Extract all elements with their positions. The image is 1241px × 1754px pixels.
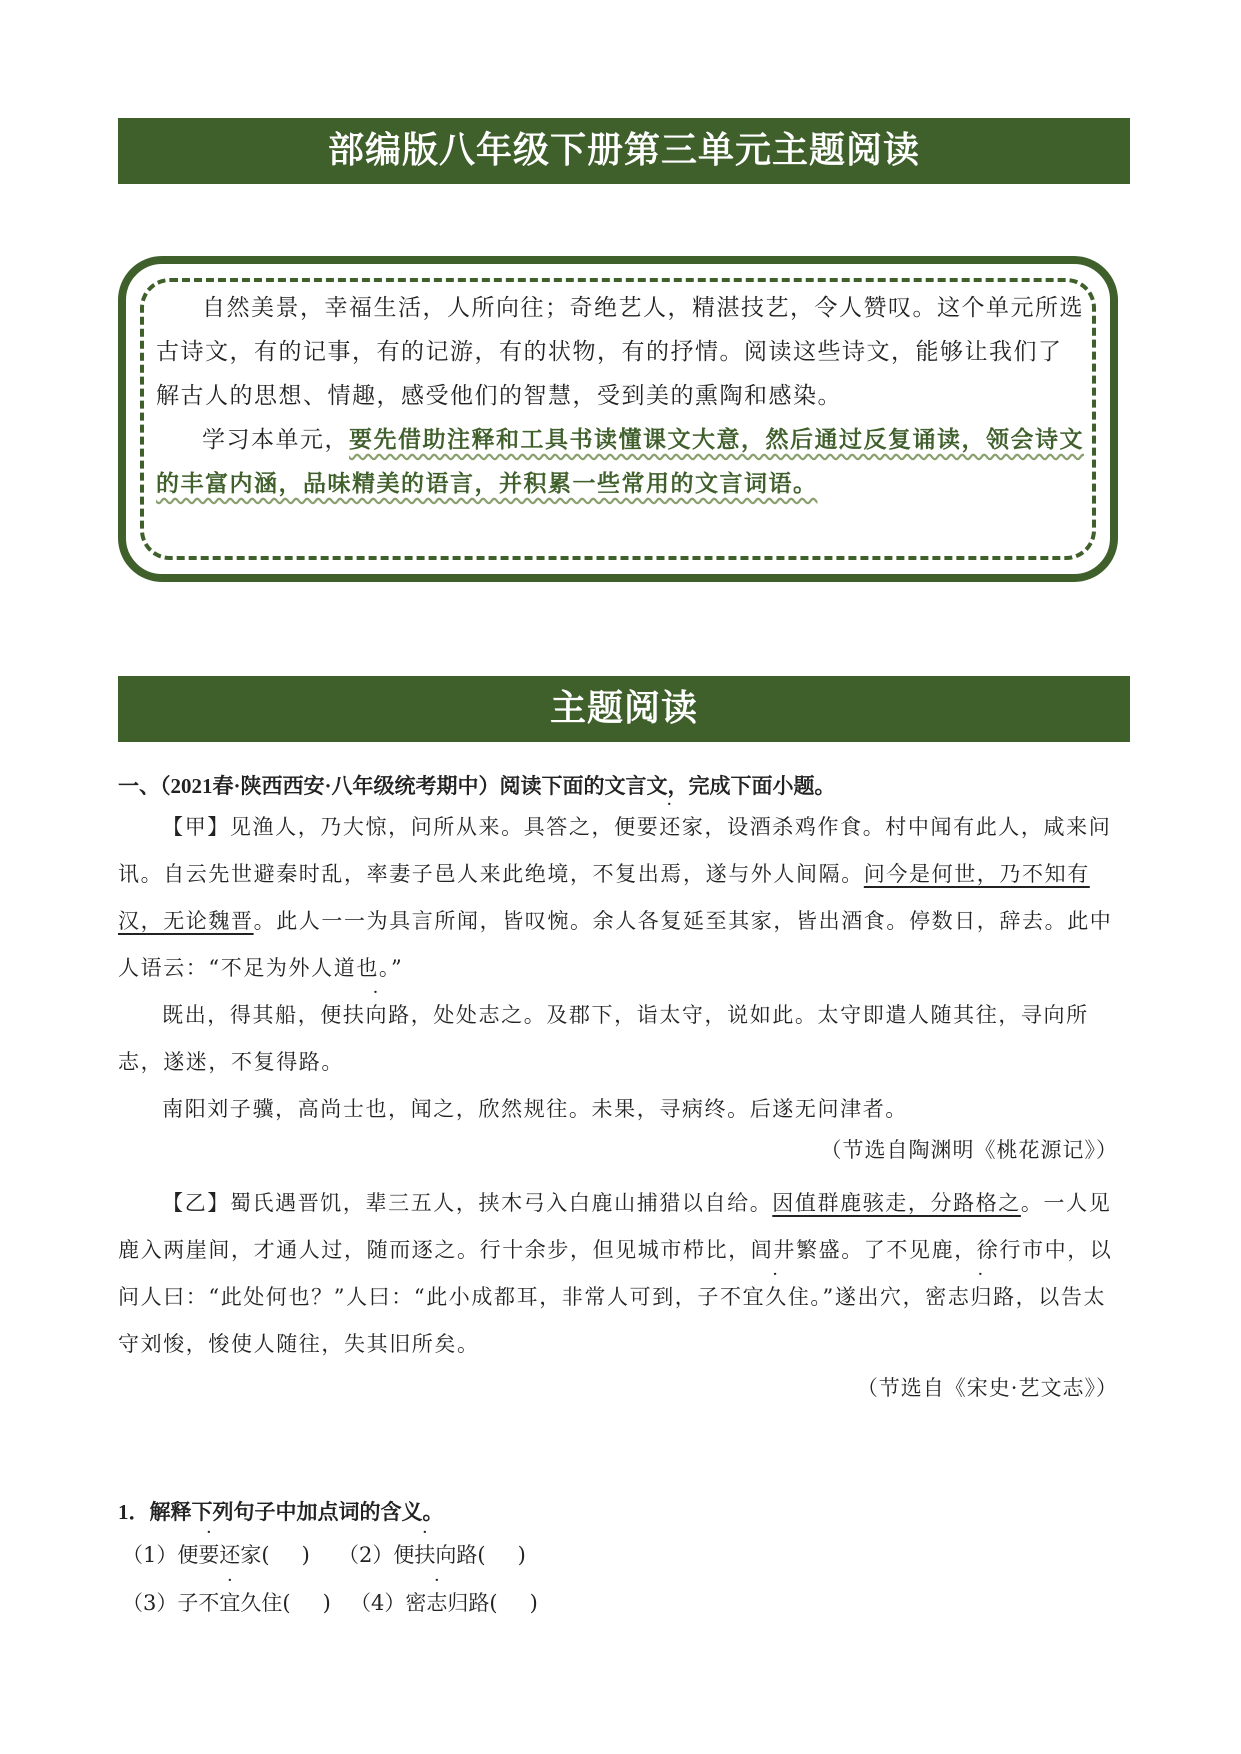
- jia-p1-b: 还家，设酒杀鸡作食。村中闻有此人，咸来问讯。自云先世避秦时乱，率妻子邑人来此绝境，不复出焉，遂与外人间隔。: [118, 815, 1112, 886]
- jia-p1-c: 。此人一一为具言所闻，皆叹惋。余人各复延至其家，皆出酒食。停数日，辞去。此中人语云：“不足为外人道也。”: [118, 909, 1113, 980]
- yi-c: 久住。”遂出穴，密: [765, 1285, 948, 1309]
- passage-jia: [118, 804, 1120, 1133]
- yi-d: 归路，以告太守刘悛，悛使人随往，失其旧所矣。: [118, 1285, 1107, 1356]
- dotted-word: 扶: [414, 1543, 436, 1567]
- section-title: 主题阅读: [549, 688, 698, 729]
- sub-question-number: （3）: [122, 1591, 178, 1615]
- jia-paragraph-2: [118, 992, 1120, 1086]
- jia-p2-a: 既出，得其船，便: [162, 1003, 343, 1027]
- passage-yi: [118, 1180, 1120, 1368]
- jia-source: （节选自陶渊明《桃花源记》）: [820, 1138, 1118, 1162]
- yi-paragraph: [118, 1180, 1120, 1368]
- close-paren: ): [322, 1591, 331, 1615]
- sub-question-text: 归路(: [447, 1591, 498, 1615]
- intro-p2-start: 学习本单元，: [202, 427, 349, 453]
- sub-question-text: 密: [405, 1591, 427, 1615]
- dotted-word: 志: [947, 1285, 971, 1309]
- jia-paragraph-1: [118, 804, 1120, 992]
- close-paren: ): [529, 1591, 538, 1615]
- yi-b: 。一人见鹿入两崖间，才通人过，随而逐之。行十余步，但见城市栉比，闾井繁盛。了不见鹿，徐行市中，以问人曰：“此处何也？”人曰：“此小成都耳，非常人可到，子不: [118, 1191, 1113, 1309]
- sub-question-number: （1）: [122, 1543, 178, 1567]
- jia-paragraph-3: 南阳刘子骥，高尚士也，闻之，欣然规往。未果，寻病终。后遂无问津者。: [162, 1097, 908, 1121]
- sub-question-text: 向路(: [435, 1543, 486, 1567]
- sub-question-3: [122, 1588, 331, 1618]
- question-header: 一、（2021春·陕西西安·八年级统考期中）阅读下面的文言文，完成下面小题。: [118, 774, 836, 798]
- intro-box: [118, 256, 1118, 582]
- dotted-word: 要: [198, 1543, 220, 1567]
- intro-paragraph-2: [156, 418, 1086, 506]
- dotted-word: 宜: [219, 1591, 241, 1615]
- sub-question-number: （4）: [350, 1591, 406, 1615]
- intro-text: [156, 286, 1086, 506]
- dotted-word: 要: [636, 815, 660, 839]
- jia-p2-b: 向路，处处志之。及郡下，诣太守，说如此。太守即遣人随其往，寻向所志，遂迷，不复得路。: [118, 1003, 1089, 1074]
- underlined-sentence: 因值群鹿骇走，分路格之: [772, 1191, 1021, 1215]
- sub-question-text: 子不: [177, 1591, 220, 1615]
- sub-question-2: [338, 1540, 526, 1570]
- page-title-banner: [118, 118, 1130, 184]
- underlined-sentence: 问今是何世，乃不知有汉，无论魏晋: [118, 862, 1090, 933]
- sub-question-4: [350, 1588, 538, 1618]
- sub-question-text: 便: [393, 1543, 415, 1567]
- yi-a: 【乙】蜀氏遇晋饥，辈三五人，挟木弓入白鹿山捕猎以自给。: [162, 1191, 773, 1215]
- dotted-word: 扶: [342, 1003, 366, 1027]
- sub-question-text: 便: [177, 1543, 199, 1567]
- intro-highlight: 要先借助注释和工具书读懂课文大意，然后通过反复诵读，领会诗文的丰富内涵，品味精美的语言，并积累一些常用的文言词语。: [156, 426, 1084, 497]
- section-title-banner: [118, 676, 1130, 742]
- close-paren: ): [517, 1543, 526, 1567]
- sub-question-text: 久住(: [240, 1591, 291, 1615]
- dotted-word: 宜: [742, 1285, 766, 1309]
- jia-p1-a: 【甲】见渔人，乃大惊，问所从来。具答之，便: [162, 815, 637, 839]
- sub-question-text: 还家(: [219, 1543, 270, 1567]
- yi-source: （节选自《宋史·艺文志》）: [856, 1376, 1118, 1400]
- sub-question-1: [122, 1540, 310, 1570]
- page-title: 部编版八年级下册第三单元主题阅读: [327, 130, 920, 171]
- close-paren: ): [301, 1543, 310, 1567]
- dotted-word: 志: [426, 1591, 448, 1615]
- question-1-title: 1．解释下列句子中加点词的含义。: [118, 1500, 444, 1524]
- sub-question-number: （2）: [338, 1543, 394, 1567]
- intro-paragraph-1: 自然美景，幸福生活，人所向往；奇绝艺人，精湛技艺，令人赞叹。这个单元所选古诗文，有的记事，有的记游，有的状物，有的抒情。阅读这些诗文，能够让我们了解古人的思想、情趣，感受他们的智慧，受到美的熏陶和感染。: [156, 295, 1084, 409]
